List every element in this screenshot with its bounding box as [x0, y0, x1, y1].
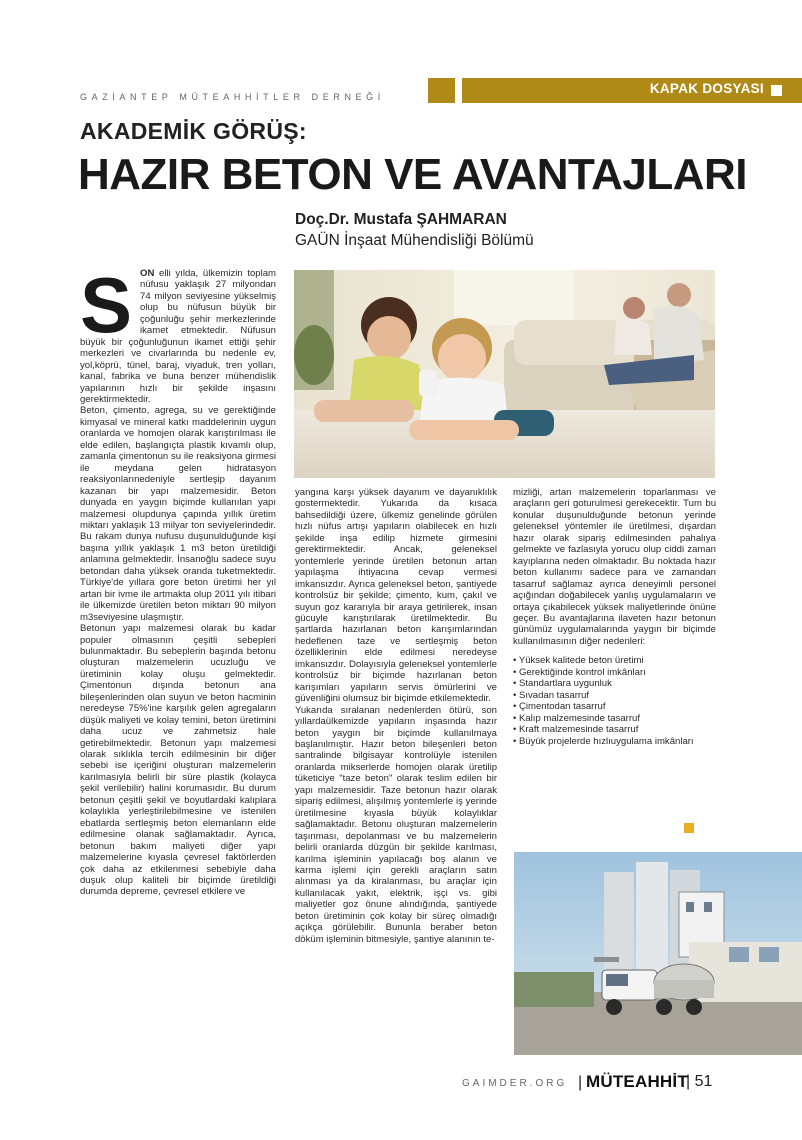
list-item: • Standartlara uygunluk — [513, 678, 716, 689]
list-item: • Kraft malzemesinde tasarruf — [513, 724, 716, 735]
list-item: • Sıvadan tasarruf — [513, 690, 716, 701]
organization-name: GAZİANTEP MÜTEAHHİTLER DERNEĞİ — [80, 92, 385, 102]
page-number: | 51 — [686, 1073, 713, 1090]
page-number-value: 51 — [694, 1073, 713, 1090]
section-banner — [462, 78, 802, 103]
footer-divider: | — [578, 1074, 583, 1091]
advantages-list — [513, 655, 716, 747]
drop-cap: S — [80, 261, 133, 349]
paragraph: yangına karşı yüksek dayanım ve dayanıklılık gostermektedir. Yukarıda da kısaca bahsedildiği üzere, ülkemiz genelinde görülen hızlı nüfus artışı yapıların olabilecek en hızlı şekilde inşa edilip hizmete girmesini gerektirmektedir. Ancak, geleneksel yontemlerle yerinde üretilen betonun artan yapılaşma ihtiyacına cevap vermesi imkansızdır. Ayrıca geleneksel beton, şantiyede kontrolsüz bir şekilde; çimento, kum, çakıl ve suyun goz kararıyla bir araya getirilerek, insan gücuyle karıştırılarak üretilmektedir. Bu şartlarda hazırlanan beton karışımlarından hedeflenen taze ve sertleşmiş beton özelliklerinin elde edilmesi neredeyse imkansızdır. Dolayısıyla geleneksel yontemlerle kontrolsüz bir biçimde hazırlanan beton karışımları yapıların servis ömürlerini ve güvenliğini olumsuz bir biçimde etkilemektedir. — [295, 487, 497, 705]
article-title: HAZIR BETON VE AVANTAJLARI — [78, 150, 748, 199]
list-item: • Gerektiğinde kontrol imkânları — [513, 667, 716, 678]
footer-site: GAIMDER.ORG — [462, 1078, 568, 1089]
author-name: Doç.Dr. Mustafa ŞAHMARAN — [295, 211, 507, 228]
paragraph: elli yılda, ülkemizin toplam nüfusu yaklaşık 27 milyondan 74 milyon seviyesine yükselmiş olup bu nüfusun büyük bir çoğunluğu şehir merkezlerinde ikamet etmektedir. Nüfusun büyük bir çoğunluğunun ikamet ettiği şehir merkezleri ve civarlarında bu nedenle ev, yol,köprü, tünel, baraj, viyaduk, tren yolları, kanal, fabrika ve buna benzer mühendislik yapılarının hızlı bir şekilde inşasını gerektirmektedir. — [80, 268, 276, 405]
concrete-plant-illustration — [514, 852, 802, 1055]
end-of-article-mark — [684, 823, 694, 833]
section-label: KAPAK DOSYASI — [649, 81, 764, 96]
author-department: GAÜN İnşaat Mühendisliği Bölümü — [295, 232, 534, 249]
paragraph: mizliği, artan malzemelerin toparlanması ve araçların geri goturulmesi gerekecektir. Tum bu konular duşunulduğunde betonun yerinde geleneksel yöntemler ile üretilmesi, dışardan hazır olarak sipariş edilmesinden pahalıya gelmekte ve fazlasıyla yorucu olup ciddi zaman kayıplarına neden olmaktadır. Bu noktada hazır beton kullanımı sadece para ve zamandan tasarruf sağlamaz ayrıca deneyimli personel açığından doğabilecek yanlış uygulamaların ve ortaya çıkabilecek yüksek maliyetlerinde önüne geçer. Bu avantajlarına ilaveten hazır betonun günümüz uygulamalarında yaygın bir biçimde kullanılmasının diğer nedenleri: — [513, 487, 716, 647]
list-item: • Çimentodan tasarruf — [513, 701, 716, 712]
list-item: • Büyük projelerde hızlıuygulama imkânları — [513, 736, 716, 747]
text-column-1 — [80, 261, 276, 898]
paragraph: Beton, çimento, agrega, su ve gerektiğinde kimyasal ve mineral katkı maddelerinin uygun oranlarda ve homojen olarak karıştırılması ile elde edilen, başlangıçta plastik kıvamlı olup, zamanla çimentonun su ile reaksiyona girmesi ile meydana gelen hidratasyon reaksiyonlarınedeniyle sertleşip dayanım kazanan bir yapı malzemesidir. Beton dunyada en yaygın biçimde kullanılan yapı malzemesi olupdunya çapında yıllık üretim miktarı yaklaşık 13 milyar ton seviyelerindedir. Bu rakam dunya nufusu duşunulduğunde kişi başına yıllık yaklaşık 1 m3 beton üretildiği anlamına gelmektedir. İnsanoğlu sadece suyu betondan daha yüksek oranda tuketmektedir. Türkiye'de yıllara gore beton üretimi her yıl artan bir ivme ile artmakta olup 2011 yılı itibari ile ülkemizde üretilen beton miktarı 90 milyon m3seviyesine ulaşmıştır. — [80, 405, 276, 623]
list-item: • Yüksek kalitede beton üretimi — [513, 655, 716, 666]
footer-magazine-name: MÜTEAHHİT — [586, 1072, 688, 1091]
paragraph: Yukarıda sıralanan nedenlerden ötürü, son yıllardaülkemizde yapıların inşasında hazır beton yaygın bir biçimde kullanılmaya başlanılmıştır. Hazır beton bileşenleri beton santralinde bilgisayar kontrolüyle istenilen oranlarda mikserlerde homojen olarak üretilip tüketiciye "taze beton" olarak teslim edilen bir yapı malzemesidir. Taze betonun hazır olarak sipariş edilmesi, alışılmış yontemlerle iş yerinde üretilmesine kıyasla büyük kolaylıklar sağlamaktadır. Betonu oluşturan malzemelerin taşınması, depolanması ve bu malzemelerin belirli oranlarda düzgün bir şekilde karılması, karılma işleminin yapılacağı boş alanın ve karma işlemi için gerekli araçların satın alınması ya da kiralanması, bu araçlar için kullanılacak yakıt, elektrik, işçi vs. gibi maliyetler goz önune alındığında, şantiyede beton üretiminin çok kolay bir süreç olmadığı açıkça görülebilir. Bununla beraber beton döküm işleminin bitmesiyle, şantiye alanının te- — [295, 704, 497, 945]
family-photo — [294, 270, 715, 478]
list-item: • Kalıp malzemesinde tasarruf — [513, 713, 716, 724]
text-column-3 — [513, 487, 716, 747]
header-accent-square — [428, 78, 455, 103]
family-illustration — [294, 270, 715, 478]
concrete-plant-photo — [514, 852, 802, 1055]
paragraph: Betonun yapı malzemesi olarak bu kadar populer olmasının çeşitli sebepleri bulunmaktadır. Bu sebeplerin başında betonu oluşturan malzemelerin ucuzluğu ve üretiminin kolay oluşu gelmektedir. Çimentonun dışında betonun ana bileşenlerinden olan suyun ve beton hacminin neredeyse 75%'ine karşılık gelen agregaların düşük maliyeti ve kolay temini, beton üretimini daha ucuz ve zahmetsiz hale getirebilmektedir. Betonun yapı malzemesi olarak sıklıkla tercih edilmesinin bir diğer sebebi ise içeriğini oluşturan malzemelerin karılmasıyla belirli bir süre plastik (kolayca şekil verilebilir) halini korumasıdır. Bu durum betonun çeşitli şekil ve boyutlardaki kalıplara kolaylıkla yerleştirilebilmesine ve istenilen ebatlarda sertleşmiş beton elemanların elde edilmesine olanak sağlamaktadır. Ayrıca, betonun bakım maliyeti diğer yapı malzemelerine kıyasla çevresel faktörlerden çok daha az etkilenmesi sebebiyle daha duşuk olup kaliteli bir biçimde üretildiği durumda depreme, çevresel etkilere ve — [80, 623, 276, 898]
section-square-icon — [771, 85, 782, 96]
article-kicker: AKADEMİK GÖRÜŞ: — [80, 118, 307, 144]
lead-word: ON — [140, 268, 155, 279]
text-column-2 — [295, 487, 497, 945]
